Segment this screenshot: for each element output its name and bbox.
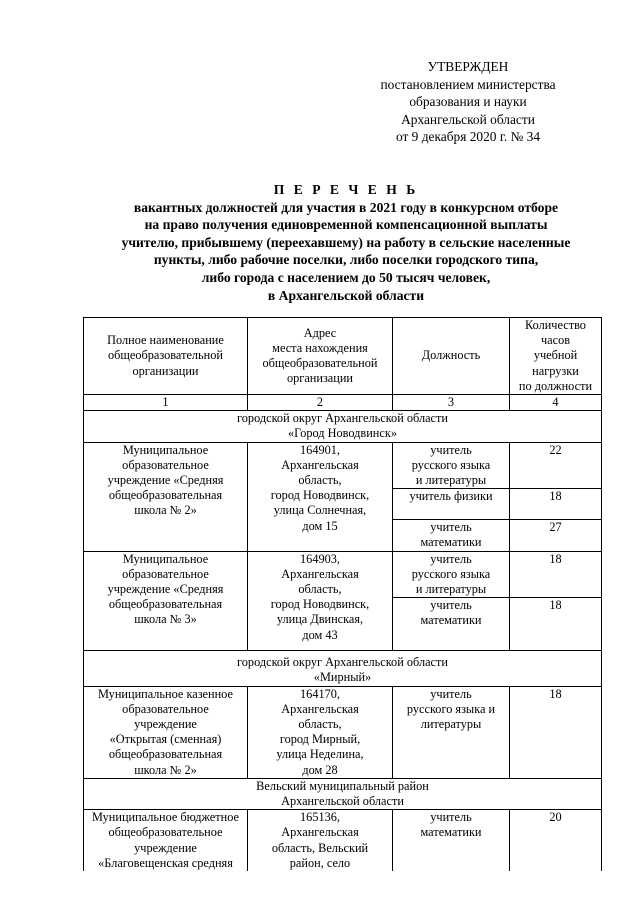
column-number: 2 [248,395,393,411]
group-title: городской округ Архангельской области «Мирный» [84,651,602,686]
column-number-row [84,395,602,411]
position-cell: учитель русского языка и литературы [393,686,510,778]
position-cell: учитель математики [393,810,510,871]
hours-cell: 27 [510,520,602,551]
header-address: Адрес места нахождения общеобразовательной организации [248,318,393,395]
position-cell: учитель математики [393,520,510,551]
list-title-line: вакантных должностей для участия в 2021 году в конкурсном отборе [133,199,559,215]
list-title-line: либо города с населением до 50 тысяч человек, [201,269,491,285]
table-row [84,551,602,598]
org-name-cell: Муниципальное казенное образовательное учреждение «Открытая (сменная) общеобразовательная школа № 2» [84,686,248,778]
column-number: 4 [510,395,602,411]
list-title-line: на право получения единовременной компенсационной выплаты [144,217,548,233]
address-cell: 164903, Архангельская область, город Новодвинск, улица Двинская, дом 43 [248,551,393,651]
address-cell: 165136, Архангельская область, Вельский район, село [248,810,393,871]
group-row-mirny [84,651,602,686]
header-position: Должность [393,318,510,395]
org-name-cell: Муниципальное образовательное учреждение «Средняя общеобразовательная школа № 2» [84,442,248,551]
group-row-velsk [84,778,602,809]
address-cell: 164901, Архангельская область, город Новодвинск, улица Солнечная, дом 15 [248,442,393,551]
header-hours: Количество часов учебной нагрузки по должности [510,318,602,395]
approval-line: от 9 декабря 2020 г. № 34 [395,129,541,145]
column-number: 3 [393,395,510,411]
table-row [84,686,602,778]
header-org: Полное наименование общеобразовательной организации [84,318,248,395]
list-title-line: пункты, либо рабочие поселки, либо поселки городского типа, [153,252,539,268]
list-heading: П Е Р Е Ч Е Н Ь [273,182,419,197]
approval-line: Архангельской области [401,111,535,127]
approval-line: УТВЕРЖДЕН [427,59,509,74]
approval-line: образования и науки [409,94,527,110]
table-row [84,810,602,871]
group-title: Вельский муниципальный район Архангельской области [84,778,602,809]
org-name-cell: Муниципальное бюджетное общеобразовательное учреждение «Благовещенская средняя [84,810,248,871]
position-cell: учитель русского языка и литературы [393,551,510,598]
hours-cell: 22 [510,442,602,489]
list-title-line: в Архангельской области [267,287,425,303]
position-cell: учитель физики [393,489,510,520]
list-title [60,181,632,304]
org-name-cell: Муниципальное образовательное учреждение «Средняя общеобразовательная школа № 3» [84,551,248,651]
vacancies-table [83,317,602,871]
hours-cell: 18 [510,598,602,651]
position-cell: учитель математики [393,598,510,651]
approval-line: постановлением министерства [380,76,556,92]
group-title: городской округ Архангельской области «Город Новодвинск» [84,411,602,442]
hours-cell: 20 [510,810,602,871]
position-cell: учитель русского языка и литературы [393,442,510,489]
hours-cell: 18 [510,551,602,598]
table-header-row [84,318,602,395]
group-row-novodvinsk [84,411,602,442]
table-row [84,442,602,489]
hours-cell: 18 [510,489,602,520]
address-cell: 164170, Архангельская область, город Мирный, улица Неделина, дом 28 [248,686,393,778]
list-title-line: учителю, прибывшему (переехавшему) на работу в сельские населенные [121,234,571,250]
column-number: 1 [84,395,248,411]
hours-cell: 18 [510,686,602,778]
approval-block [330,58,606,146]
